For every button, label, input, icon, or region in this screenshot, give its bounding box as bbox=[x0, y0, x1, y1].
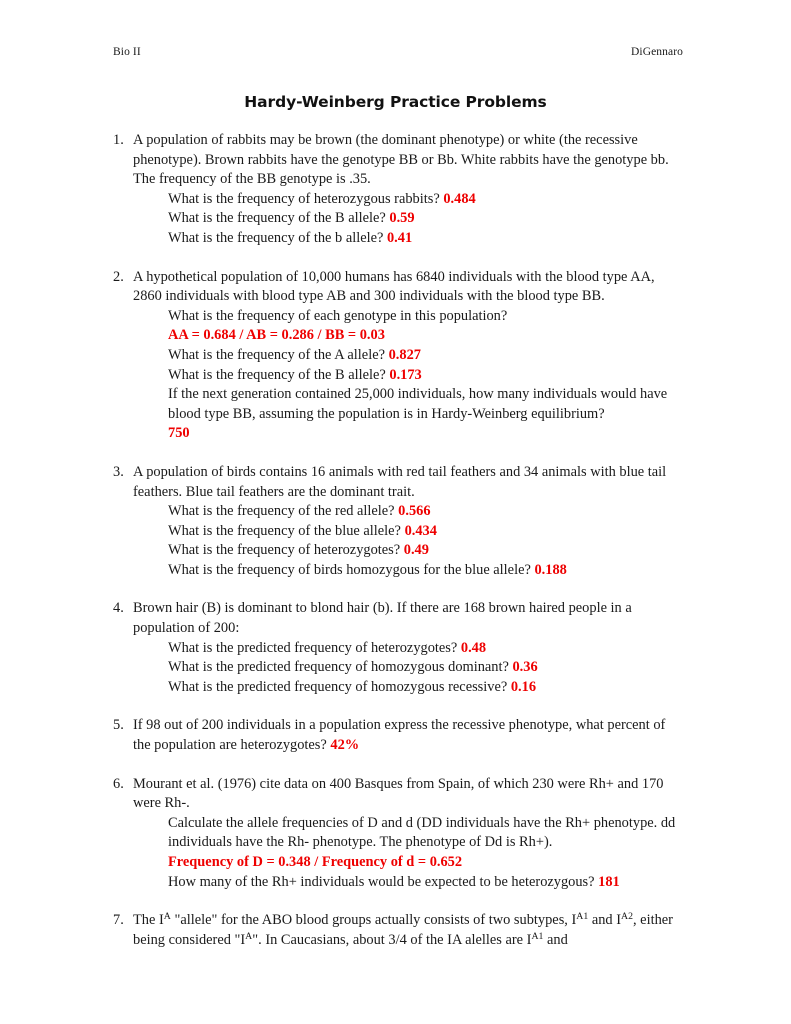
answer-value: 181 bbox=[598, 873, 620, 890]
question-number: 2. bbox=[113, 268, 124, 285]
answer-value: 0.48 bbox=[460, 639, 487, 656]
sub-question bbox=[168, 814, 685, 853]
superscript-text: A bbox=[245, 930, 253, 942]
answer-line: 750 bbox=[168, 425, 190, 442]
sub-question-prompt: What is the frequency of each genotype in this population? bbox=[168, 307, 508, 324]
question-item bbox=[113, 463, 685, 581]
question-stem: A population of birds contains 16 animals with red tail feathers and 34 animals with blue tail feathers. Blue tail feathers are the dominant trait. bbox=[133, 463, 667, 500]
question-stem: If 98 out of 200 individuals in a population express the recessive phenotype, what percent of the population are heterozygotes? 42% bbox=[133, 717, 666, 754]
question-item bbox=[113, 911, 685, 950]
answer-value: 0.566 bbox=[398, 503, 431, 520]
sub-question-list bbox=[133, 307, 685, 444]
sub-question bbox=[168, 639, 685, 659]
sub-question bbox=[168, 561, 685, 581]
sub-question-prompt: What is the frequency of the B allele? bbox=[168, 210, 386, 227]
sub-question bbox=[168, 873, 685, 893]
question-item bbox=[113, 268, 685, 444]
sub-question bbox=[168, 190, 685, 210]
header-author-label: DiGennaro bbox=[631, 46, 683, 58]
sub-question bbox=[168, 522, 685, 542]
answer-line: AA = 0.684 / AB = 0.286 / BB = 0.03 bbox=[168, 327, 385, 344]
question-item bbox=[113, 716, 685, 755]
sub-question bbox=[168, 385, 685, 424]
page-header bbox=[113, 46, 683, 60]
answer-value: 0.484 bbox=[443, 190, 476, 207]
question-stem: The $I^A$ "allele" for the ABO blood groups actually consists of two subtypes, $I^{A1}$ and $I^{A2}$, either being considered "$I^A$". In Caucasians, about 3/4 of the IA alelles are $I^{A1}$ and bbox=[133, 911, 673, 948]
sub-question-prompt: How many of the Rh+ individuals would be expected to be heterozygous? bbox=[168, 873, 595, 890]
question-number: 3. bbox=[113, 463, 124, 480]
question-stem: Mourant et al. (1976) cite data on 400 Basques from Spain, of which 230 were Rh+ and 170 were Rh-. bbox=[133, 775, 664, 812]
sub-question-prompt: What is the predicted frequency of heterozygotes? bbox=[168, 639, 458, 656]
sub-question-prompt: What is the frequency of the b allele? bbox=[168, 229, 384, 246]
sub-question-prompt: What is the frequency of the A allele? bbox=[168, 346, 385, 363]
answer-value: 0.827 bbox=[388, 346, 421, 363]
superscript-text: A2 bbox=[621, 911, 633, 923]
question-item bbox=[113, 775, 685, 893]
sub-question-prompt: If the next generation contained 25,000 individuals, how many individuals would have blood type BB, assuming the population is in Hardy-Weinberg equilibrium? bbox=[168, 386, 668, 422]
questions-container bbox=[113, 131, 685, 950]
answer-value: 0.36 bbox=[512, 659, 538, 676]
answer-value: 42% bbox=[330, 737, 360, 754]
sub-question bbox=[168, 229, 685, 249]
question-number: 1. bbox=[113, 132, 124, 148]
sub-question-prompt: What is the frequency of heterozygous rabbits? bbox=[168, 190, 440, 207]
answer-value: 0.173 bbox=[389, 366, 422, 383]
sub-question-list bbox=[133, 190, 685, 249]
page-title: Hardy-Weinberg Practice Problems bbox=[244, 93, 547, 111]
question-stem: Brown hair (B) is dominant to blond hair (b). If there are 168 brown haired people in a population of 200: bbox=[133, 600, 632, 637]
sub-question-prompt: Calculate the allele frequencies of D and d (DD individuals have the Rh+ phenotype. dd individuals have the Rh- phenotype. The phenotype of Dd is Rh+). bbox=[168, 814, 676, 851]
sub-question-prompt: What is the frequency of the blue allele? bbox=[168, 522, 401, 539]
answer-value: 0.16 bbox=[510, 678, 537, 695]
sub-question bbox=[168, 209, 685, 229]
header-course-label: Bio II bbox=[113, 46, 141, 58]
question-item bbox=[113, 131, 685, 249]
sub-question-prompt: What is the frequency of heterozygotes? bbox=[168, 542, 401, 559]
question-stem: A population of rabbits may be brown (the dominant phenotype) or white (the recessive phenotype). Brown rabbits have the genotype BB or Bb. White rabbits have the genotype bb. The frequency of the BB genotype is .35. bbox=[133, 132, 669, 188]
superscript-text: A1 bbox=[531, 930, 544, 942]
question-number: 7. bbox=[113, 912, 124, 929]
answer-value: 0.49 bbox=[403, 542, 429, 559]
sub-question bbox=[168, 678, 685, 698]
question-stem: A hypothetical population of 10,000 humans has 6840 individuals with the blood type AA, 2860 individuals with blood type AB and 300 individuals with the blood type BB. bbox=[133, 268, 655, 305]
answer-value: 0.59 bbox=[389, 210, 415, 227]
sub-question-prompt: What is the frequency of the B allele? bbox=[168, 366, 386, 383]
sub-question bbox=[168, 366, 685, 386]
answer-value: 0.41 bbox=[386, 229, 413, 246]
sub-question-prompt: What is the frequency of the red allele? bbox=[168, 503, 395, 520]
question-list bbox=[113, 131, 685, 950]
answer-value: 0.188 bbox=[534, 561, 567, 578]
sub-question-prompt: What is the frequency of birds homozygous for the blue allele? bbox=[168, 561, 531, 578]
question-number: 4. bbox=[113, 600, 124, 617]
superscript-text: A bbox=[163, 911, 171, 923]
question-number: 6. bbox=[113, 775, 124, 792]
sub-question-prompt: What is the predicted frequency of homozygous dominant? bbox=[168, 659, 509, 676]
sub-question bbox=[168, 307, 685, 327]
sub-question-list bbox=[133, 639, 685, 698]
sub-question-list bbox=[133, 502, 685, 580]
sub-question bbox=[168, 541, 685, 561]
question-item bbox=[113, 599, 685, 697]
sub-question-list bbox=[133, 814, 685, 892]
question-number: 5. bbox=[113, 717, 124, 734]
answer-value: 0.434 bbox=[404, 522, 437, 539]
sub-question bbox=[168, 346, 685, 366]
sub-question bbox=[168, 502, 685, 522]
sub-question bbox=[168, 658, 685, 678]
sub-question-prompt: What is the predicted frequency of homozygous recessive? bbox=[168, 678, 508, 695]
answer-line: Frequency of D = 0.348 / Frequency of d = 0.652 bbox=[168, 854, 463, 870]
superscript-text: A1 bbox=[576, 911, 589, 923]
